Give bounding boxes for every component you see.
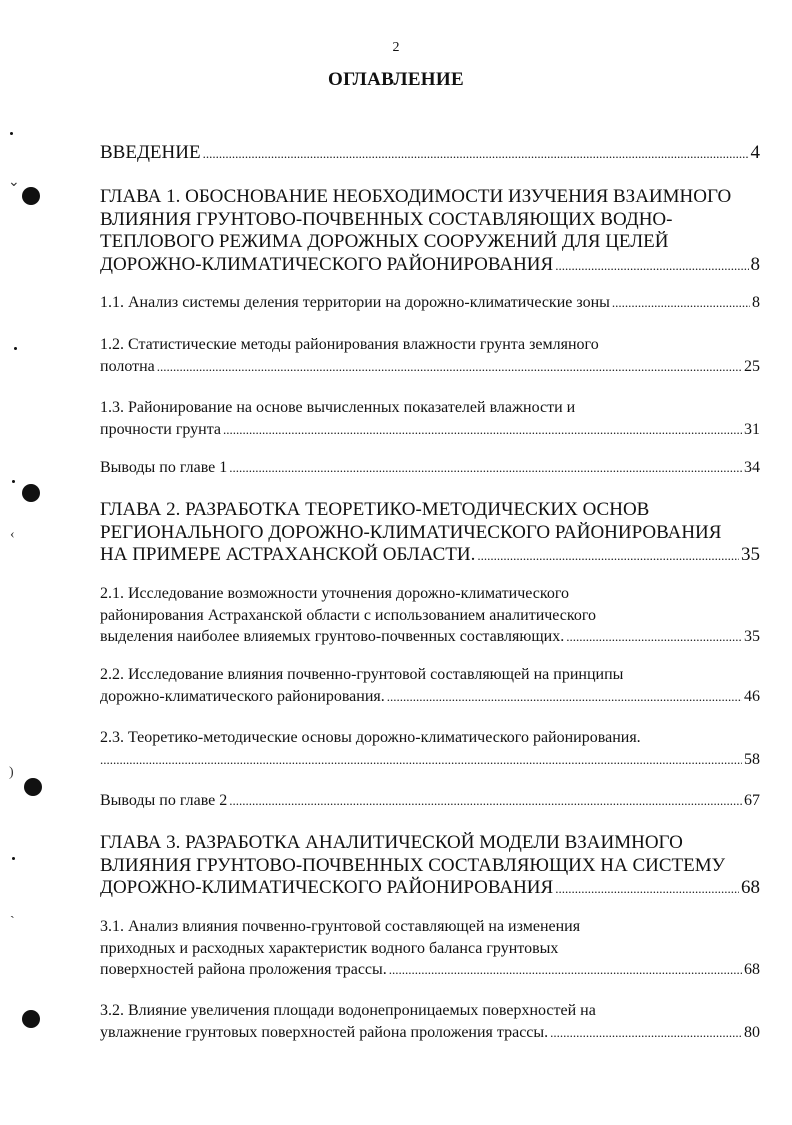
scan-speck: ) [9, 765, 14, 780]
toc-entry-last-line [100, 292, 760, 314]
dot-leader [203, 143, 749, 166]
toc-entry-last-line [100, 626, 760, 648]
toc-entry-last-line [100, 959, 760, 981]
toc-page-number: 46 [744, 687, 760, 705]
toc-entry-last-line [100, 544, 760, 568]
binder-hole-mark [22, 1010, 40, 1028]
dot-leader [389, 959, 742, 981]
binder-hole-mark [24, 778, 42, 796]
scan-speck: ⌄ [8, 175, 20, 190]
toc-entry-line: 2.3. Теоретико-методические основы дорожно-климатического районирования. [100, 729, 641, 746]
toc-entry-line: 1.3. Районирование на основе вычисленных показателей влажности и [100, 399, 576, 416]
toc-entry [100, 664, 760, 707]
toc-entry-line: 2.1. Исследование возможности уточнения дорожно-климатического [100, 585, 569, 602]
toc-entry-last-line [100, 254, 760, 278]
toc-entry-line: 3.1. Анализ влияния почвенно-грунтовой составляющей на изменения [100, 918, 581, 935]
dot-leader [555, 878, 739, 901]
toc-entry-line: 1.2. Статистические методы районирования влажности грунта земляного [100, 336, 599, 353]
dot-leader [157, 356, 742, 378]
toc-entry-last-line [100, 877, 760, 901]
toc-entry-last-line [100, 790, 760, 812]
toc-entry [100, 832, 760, 901]
toc-entry [100, 292, 760, 314]
toc-entry-last-line [100, 356, 760, 378]
toc-entry-line: приходных и расходных характеристик водного баланса грунтовых [100, 939, 559, 957]
binder-hole-mark [22, 187, 40, 205]
toc-page-number: 31 [744, 420, 760, 438]
toc-entry-title: полотна [100, 357, 155, 375]
scan-speck: ‹ [10, 527, 15, 542]
toc-entry [100, 1000, 760, 1043]
toc-entry-title: ДОРОЖНО-КЛИМАТИЧЕСКОГО РАЙОНИРОВАНИЯ [100, 253, 554, 275]
scan-speck [12, 857, 15, 860]
toc-entry-title: Выводы по главе 1 [100, 459, 228, 476]
toc-entry [100, 457, 760, 479]
toc-entry [100, 397, 760, 440]
toc-entry-line: ВЛИЯНИЯ ГРУНТОВО-ПОЧВЕННЫХ СОСТАВЛЯЮЩИХ ВОДНО- [100, 208, 673, 230]
toc-entry-line: ТЕПЛОВОГО РЕЖИМА ДОРОЖНЫХ СООРУЖЕНИЙ ДЛЯ ЦЕЛЕЙ [100, 231, 669, 252]
toc-page-number: 58 [744, 750, 760, 768]
dot-leader [550, 1022, 742, 1044]
dot-leader [612, 292, 750, 314]
toc-entry [100, 790, 760, 812]
toc-entry-title: Выводы по главе 2 [100, 792, 228, 809]
toc-page-number: 25 [744, 357, 760, 375]
toc-entry-title: дорожно-климатического районирования. [100, 687, 385, 705]
toc-page-number: 8 [750, 253, 760, 275]
toc-entry [100, 727, 760, 770]
toc-page-number: 35 [741, 544, 760, 565]
page-title: ОГЛАВЛЕНИЕ [328, 69, 464, 90]
scan-speck [10, 132, 13, 135]
toc-entry-last-line [100, 419, 760, 441]
dot-leader [566, 626, 742, 648]
toc-page-number: 4 [750, 142, 760, 163]
toc-entry [100, 916, 760, 981]
toc-page-number: 8 [752, 294, 760, 311]
toc-page-number: 80 [744, 1023, 760, 1041]
toc-entry [100, 499, 760, 568]
toc-page-number: 35 [744, 628, 760, 645]
toc-entry [100, 186, 760, 277]
dot-leader [223, 419, 742, 441]
toc-page-number: 68 [744, 961, 760, 978]
toc-entry-last-line [100, 749, 760, 771]
scan-speck [12, 480, 15, 483]
toc-entry [100, 583, 760, 648]
toc-entry-line: ГЛАВА 3. РАЗРАБОТКА АНАЛИТИЧЕСКОЙ МОДЕЛИ ВЗАИМНОГО [100, 832, 683, 853]
dot-leader [100, 749, 742, 771]
toc-entry-last-line [100, 457, 760, 479]
toc-entry-title: поверхностей района проложения трассы. [100, 961, 387, 978]
binder-hole-mark [22, 484, 40, 502]
toc-entry-title: 1.1. Анализ системы деления территории на дорожно-климатические зоны [100, 294, 610, 311]
toc-entry-title: ВВЕДЕНИЕ [100, 142, 201, 163]
toc-entry-title: выделения наиболее влияемых грунтово-почвенных составляющих. [100, 628, 565, 645]
toc-page-number: 34 [744, 459, 760, 476]
toc-entry-line: районирования Астраханской области с использованием аналитического [100, 606, 597, 624]
toc-entry-line: 2.2. Исследование влияния почвенно-грунтовой составляющей на принципы [100, 666, 624, 683]
toc-entry-last-line [100, 686, 760, 708]
toc-page-number: 68 [741, 877, 760, 898]
toc-entry-title: прочности грунта [100, 420, 222, 438]
dot-leader [477, 545, 739, 568]
toc-entry-line: ГЛАВА 1. ОБОСНОВАНИЕ НЕОБХОДИМОСТИ ИЗУЧЕНИЯ ВЗАИМНОГО [100, 186, 732, 207]
dot-leader [229, 457, 742, 479]
toc-entry [100, 334, 760, 377]
toc-entry-line: ВЛИЯНИЯ ГРУНТОВО-ПОЧВЕННЫХ СОСТАВЛЯЮЩИХ НА СИСТЕМУ [100, 854, 726, 876]
dot-leader [387, 686, 742, 708]
toc-entry-title: НА ПРИМЕРЕ АСТРАХАНСКОЙ ОБЛАСТИ. [100, 544, 476, 565]
page-number: 2 [392, 40, 400, 55]
toc-page-number: 67 [744, 792, 760, 809]
scan-speck: ˎ [10, 904, 15, 919]
toc-entry-title: ДОРОЖНО-КЛИМАТИЧЕСКОГО РАЙОНИРОВАНИЯ [100, 877, 554, 898]
toc-entry-last-line [100, 1022, 760, 1044]
toc-entry-line: РЕГИОНАЛЬНОГО ДОРОЖНО-КЛИМАТИЧЕСКОГО РАЙОНИРОВАНИЯ [100, 521, 722, 543]
toc-entry-title: увлажнение грунтовых поверхностей района проложения трассы. [100, 1023, 549, 1041]
dot-leader [229, 790, 742, 812]
toc-entry-last-line [100, 142, 760, 166]
toc-entry [100, 142, 760, 166]
toc-entry-line: ГЛАВА 2. РАЗРАБОТКА ТЕОРЕТИКО-МЕТОДИЧЕСКИХ ОСНОВ [100, 499, 650, 520]
scan-speck [14, 347, 17, 350]
dot-leader [555, 255, 748, 278]
toc-entry-line: 3.2. Влияние увеличения площади водонепроницаемых поверхностей на [100, 1002, 596, 1019]
